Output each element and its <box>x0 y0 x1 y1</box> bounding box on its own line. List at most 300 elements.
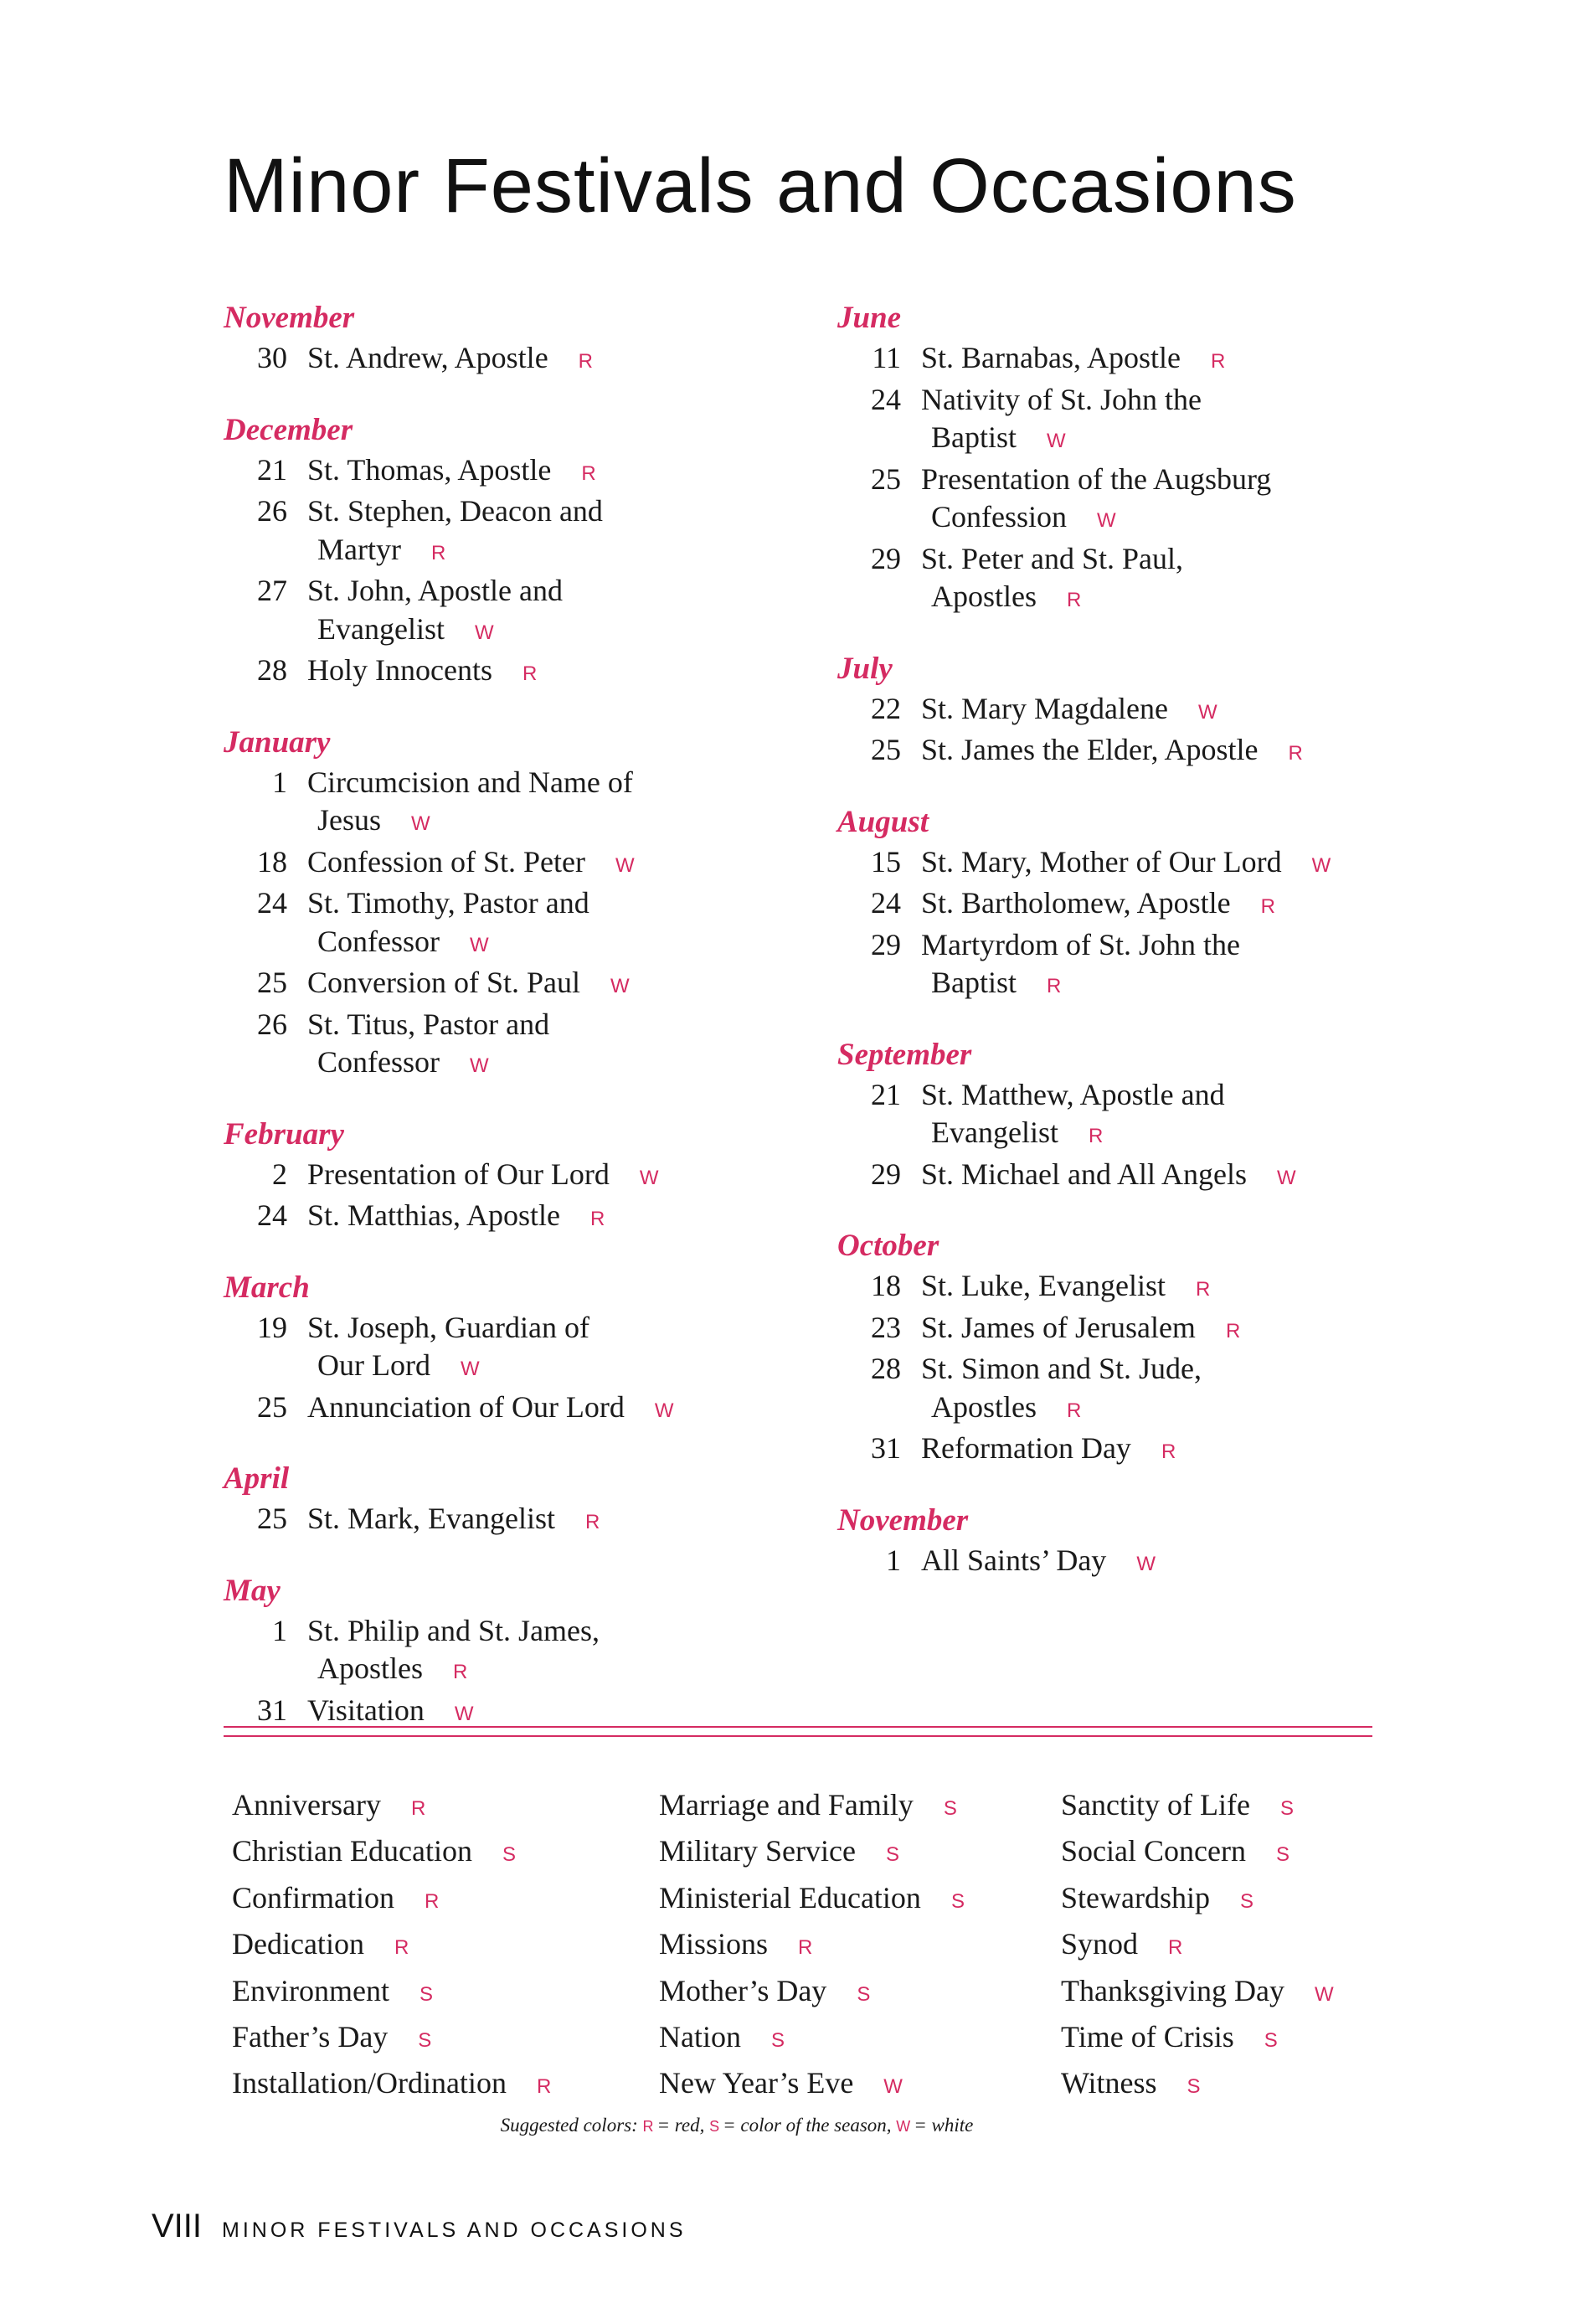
liturgical-color-code: S <box>950 1889 965 1913</box>
occasion-item <box>659 2062 965 2108</box>
liturgical-color-code: S <box>857 1982 871 2006</box>
festival-name-line <box>921 1350 1423 1389</box>
liturgical-color-code: W <box>610 975 630 997</box>
festival-name <box>307 572 810 652</box>
festival-name-line <box>921 1542 1423 1584</box>
festival-name <box>921 1430 1423 1471</box>
festival-name-text: St. Mary, Mother of Our Lord <box>921 844 1282 879</box>
occasion-item <box>232 2062 551 2108</box>
month-section <box>837 801 1423 1006</box>
occasion-item <box>232 1830 551 1876</box>
liturgical-color-code: R <box>394 1936 409 1960</box>
festival-name <box>307 1156 810 1198</box>
festival-name-text: St. Luke, Evangelist <box>921 1269 1166 1302</box>
occasion-name: Father’s Day <box>232 2020 389 2054</box>
occasion-item <box>659 1923 965 1969</box>
month-section <box>837 1500 1423 1584</box>
liturgical-color-code: R <box>581 461 596 485</box>
occasions-column <box>1061 1784 1334 2109</box>
liturgical-color-code: R <box>578 350 594 373</box>
festival-name <box>307 652 810 693</box>
month-section <box>224 1458 810 1542</box>
liturgical-color-code: R <box>1288 742 1303 765</box>
festival-name-line <box>307 451 810 493</box>
festival-name-text: St. Matthew, Apostle and <box>921 1077 1225 1111</box>
occasion-item <box>659 1877 965 1923</box>
festival-day: 18 <box>871 1269 901 1302</box>
festival-name-text: St. John, Apostle and <box>307 574 564 607</box>
festival-entry <box>837 731 1423 773</box>
liturgical-color-code: W <box>1097 509 1116 532</box>
liturgical-color-code: R <box>1225 1319 1241 1342</box>
occasion-name: Confirmation <box>232 1880 394 1914</box>
festival-entry <box>224 492 810 572</box>
liturgical-color-code: S <box>770 2029 785 2053</box>
occasion-item <box>659 1784 965 1830</box>
month-heading: September <box>837 1037 972 1072</box>
month-section <box>224 410 810 693</box>
liturgical-color-code: R <box>590 1208 605 1230</box>
festival-name-line <box>307 1650 810 1692</box>
liturgical-color-code: R <box>1067 1399 1082 1422</box>
festival-name-text: Reformation Day <box>921 1431 1131 1465</box>
festival-name-text: St. Bartholomew, Apostle <box>921 886 1231 920</box>
festival-name-line <box>921 419 1423 461</box>
festival-day: 22 <box>871 691 901 725</box>
page-title: Minor Festivals and Occasions <box>224 143 1297 229</box>
festival-name <box>921 1350 1423 1430</box>
festival-day: 31 <box>871 1431 901 1465</box>
festival-name-line <box>307 492 810 531</box>
liturgical-color-code: W <box>454 1702 474 1725</box>
festival-entry <box>224 1612 810 1692</box>
festival-day: 15 <box>871 844 901 879</box>
festival-name-line <box>307 1500 810 1542</box>
occasion-item <box>1061 1784 1334 1830</box>
month-section <box>224 1570 810 1734</box>
month-heading: February <box>224 1116 344 1152</box>
festival-name <box>921 843 1423 885</box>
festival-name <box>307 451 810 493</box>
festivals-column-left <box>224 297 810 1761</box>
festival-name <box>921 1267 1423 1309</box>
occasion-item <box>232 1923 551 1969</box>
festival-name-line <box>307 1389 810 1430</box>
festival-name <box>307 884 810 964</box>
festival-entry <box>837 1156 1423 1198</box>
festival-name-line <box>307 1006 810 1044</box>
festival-entry <box>224 1197 810 1239</box>
occasion-item <box>1061 2062 1334 2108</box>
month-heading: November <box>837 1502 969 1538</box>
festival-name-line <box>921 1267 1423 1309</box>
liturgical-color-code: W <box>411 812 430 835</box>
festival-name-text: Presentation of the Augsburg <box>921 461 1272 496</box>
festival-day: 24 <box>257 886 287 920</box>
festivals-column-right <box>837 297 1423 1611</box>
liturgical-color-code: W <box>460 1358 480 1380</box>
liturgical-color-code: R <box>1195 1278 1211 1301</box>
occasion-name: Installation/Ordination <box>232 2066 507 2100</box>
liturgical-color-code: W <box>1197 700 1217 724</box>
festival-day: 25 <box>257 966 287 999</box>
festival-entry <box>224 1006 810 1085</box>
festival-name-text: Apostles <box>317 1652 423 1685</box>
festival-name-text: Jesus <box>317 803 382 837</box>
liturgical-color-code: W <box>615 853 635 877</box>
festival-name-line <box>921 884 1423 926</box>
festival-name-text: Confession of St. Peter <box>307 844 585 879</box>
festival-name-text: St. Simon and St. Jude, <box>921 1352 1202 1385</box>
month-section <box>837 648 1423 773</box>
festival-name-text: Holy Innocents <box>307 653 492 687</box>
festival-entry <box>837 884 1423 926</box>
festival-day: 19 <box>257 1310 287 1344</box>
festival-day: 1 <box>272 1613 287 1647</box>
festival-name-line <box>307 339 810 381</box>
festival-entry <box>837 1542 1423 1584</box>
festival-entry <box>837 1309 1423 1351</box>
festival-entry <box>837 1430 1423 1471</box>
festival-day: 23 <box>871 1310 901 1344</box>
festival-day: 24 <box>257 1198 287 1232</box>
liturgical-color-code: R <box>522 662 538 685</box>
festival-day: 29 <box>871 541 901 575</box>
festival-name-text: Nativity of St. John the <box>921 382 1202 416</box>
liturgical-color-code: R <box>1260 895 1275 918</box>
legend-code: S <box>709 2118 720 2135</box>
liturgical-color-code: S <box>1187 2075 1201 2099</box>
legend-text: = red, <box>656 2115 705 2136</box>
festival-name-text: Annunciation of Our Lord <box>307 1389 625 1424</box>
festival-day: 18 <box>257 844 287 879</box>
festival-day: 2 <box>272 1157 287 1191</box>
occasion-item <box>1061 1830 1334 1876</box>
festival-day: 29 <box>871 927 901 961</box>
festival-name <box>921 461 1423 540</box>
festival-name-text: Confessor <box>317 924 440 958</box>
festival-day: 25 <box>871 733 901 766</box>
festival-name-text: St. Peter and St. Paul, <box>921 541 1183 575</box>
month-heading: March <box>224 1270 310 1305</box>
festival-entry <box>837 1267 1423 1309</box>
festival-name-line <box>921 461 1423 499</box>
festival-entry <box>837 461 1423 540</box>
month-heading: October <box>837 1229 939 1263</box>
liturgical-color-code: S <box>1239 1889 1253 1913</box>
occasion-name: Military Service <box>659 1834 856 1868</box>
occasion-item <box>232 1970 551 2016</box>
festival-name-text: St. Stephen, Deacon and <box>307 494 603 528</box>
occasion-item <box>1061 1877 1334 1923</box>
liturgical-color-code: R <box>430 541 446 564</box>
festival-name-text: Circumcision and Name of <box>307 765 633 799</box>
liturgical-color-code: S <box>885 1843 899 1867</box>
liturgical-color-code: S <box>1275 1843 1289 1867</box>
occasion-name: Sanctity of Life <box>1061 1788 1250 1822</box>
festival-name-line <box>307 611 810 652</box>
festival-day: 30 <box>257 341 287 374</box>
month-heading: August <box>837 804 929 839</box>
festival-name-line <box>307 964 810 1006</box>
festival-name-line <box>921 1156 1423 1198</box>
festival-name-line <box>921 1309 1423 1351</box>
month-section <box>837 1034 1423 1198</box>
festival-entry <box>224 843 810 885</box>
festival-entry <box>837 1350 1423 1430</box>
festival-name <box>307 843 810 885</box>
festival-entry <box>224 1156 810 1198</box>
festival-name <box>921 540 1423 620</box>
festival-name <box>921 1156 1423 1198</box>
occasion-name: Anniversary <box>232 1788 381 1822</box>
festival-name-text: St. Titus, Pastor and <box>307 1007 550 1041</box>
festival-day: 1 <box>272 765 287 799</box>
festival-name-text: St. James the Elder, Apostle <box>921 733 1259 766</box>
festival-day: 28 <box>871 1352 901 1385</box>
festival-name-text: Our Lord <box>317 1348 430 1382</box>
festival-day: 28 <box>257 653 287 687</box>
festival-name-text: St. Timothy, Pastor and <box>307 886 589 920</box>
liturgical-color-code: R <box>584 1511 600 1533</box>
festival-name-text: St. Philip and St. James, <box>307 1613 600 1647</box>
festival-name-text: Confessor <box>317 1045 440 1079</box>
page-footer <box>152 2208 687 2245</box>
festival-name-text: Confession <box>931 500 1067 533</box>
month-heading: May <box>224 1573 281 1608</box>
festival-name-text: Apostles <box>931 1389 1037 1424</box>
occasion-name: Synod <box>1061 1927 1139 1961</box>
month-heading: November <box>224 301 355 335</box>
festival-day: 21 <box>257 452 287 487</box>
month-section <box>224 297 810 381</box>
liturgical-color-code: R <box>1210 350 1226 373</box>
festival-name <box>921 1542 1423 1584</box>
month-heading: January <box>224 724 331 760</box>
divider-line-bottom <box>224 1735 1372 1737</box>
festival-day: 1 <box>886 1543 901 1577</box>
festival-name-text: St. Matthias, Apostle <box>307 1198 561 1232</box>
occasion-name: Christian Education <box>232 1834 472 1868</box>
festival-name <box>921 339 1423 381</box>
festival-name <box>921 926 1423 1006</box>
festival-name-text: Evangelist <box>931 1116 1058 1149</box>
month-heading: June <box>837 301 902 335</box>
festival-name-line <box>921 843 1423 885</box>
festival-name-line <box>921 964 1423 1006</box>
occasion-item <box>659 1830 965 1876</box>
festival-day: 25 <box>871 461 901 496</box>
month-heading: December <box>224 412 353 447</box>
festival-day: 25 <box>257 1502 287 1535</box>
liturgical-color-code: R <box>424 1889 440 1913</box>
occasion-item <box>1061 2016 1334 2062</box>
liturgical-color-code: R <box>453 1661 468 1683</box>
festival-entry <box>224 964 810 1006</box>
liturgical-color-code: W <box>639 1166 659 1189</box>
festival-entry <box>224 652 810 693</box>
occasion-name: New Year’s Eve <box>659 2066 854 2100</box>
festival-name-line <box>307 1197 810 1239</box>
festival-day: 26 <box>257 494 287 528</box>
liturgical-color-code: S <box>502 1843 516 1867</box>
liturgical-color-code: W <box>1276 1166 1296 1189</box>
festival-name-line <box>307 1156 810 1198</box>
occasion-item <box>659 1970 965 2016</box>
festival-name-line <box>921 498 1423 540</box>
festival-name <box>921 690 1423 732</box>
festival-entry <box>224 572 810 652</box>
festival-name-line <box>921 578 1423 620</box>
occasion-item <box>232 1877 551 1923</box>
liturgical-color-code: W <box>470 1054 489 1077</box>
festival-name-text: St. Andrew, Apostle <box>307 341 548 374</box>
festival-name <box>921 1076 1423 1156</box>
festival-day: 24 <box>871 382 901 416</box>
festival-name-line <box>307 1612 810 1651</box>
occasion-item <box>1061 1970 1334 2016</box>
festival-name-line <box>307 884 810 923</box>
festival-name-text: St. James of Jerusalem <box>921 1310 1196 1344</box>
liturgical-color-code: S <box>418 2029 432 2053</box>
liturgical-color-code: R <box>1067 589 1082 611</box>
festival-name-line <box>307 923 810 965</box>
festival-name <box>307 1612 810 1692</box>
festival-name <box>307 1309 810 1389</box>
month-section <box>224 1267 810 1430</box>
festival-name-text: Conversion of St. Paul <box>307 966 581 999</box>
festival-name-line <box>307 801 810 843</box>
occasion-item <box>1061 1923 1334 1969</box>
festival-name <box>307 964 810 1006</box>
running-title: MINOR FESTIVALS AND OCCASIONS <box>222 2218 687 2242</box>
festival-entry <box>837 926 1423 1006</box>
festival-entry <box>224 451 810 493</box>
color-legend <box>0 2115 1474 2136</box>
festival-name <box>307 1500 810 1542</box>
liturgical-color-code: W <box>1047 430 1066 452</box>
festival-entry <box>224 339 810 381</box>
legend-label: Suggested colors: <box>500 2115 638 2136</box>
festival-day: 24 <box>871 886 901 920</box>
festival-name-line <box>307 1347 810 1389</box>
page-number: VIII <box>152 2208 203 2244</box>
festival-name-text: St. Michael and All Angels <box>921 1157 1247 1191</box>
month-section <box>837 1225 1423 1471</box>
festival-entry <box>837 540 1423 620</box>
festival-day: 29 <box>871 1157 901 1191</box>
festival-name-line <box>307 531 810 573</box>
festival-name <box>921 731 1423 773</box>
festival-name-text: Martyr <box>317 532 401 566</box>
festival-name-text: Martyrdom of St. John the <box>921 927 1240 961</box>
festival-entry <box>224 1500 810 1542</box>
festival-name <box>307 1006 810 1085</box>
festival-name-text: All Saints’ Day <box>921 1543 1107 1577</box>
festival-name-line <box>307 764 810 802</box>
occasion-name: Dedication <box>232 1927 364 1961</box>
legend-code: R <box>642 2118 654 2135</box>
festival-day: 11 <box>872 341 901 374</box>
occasion-name: Missions <box>659 1927 769 1961</box>
festival-name-line <box>921 1076 1423 1115</box>
occasion-item <box>659 2016 965 2062</box>
festival-name-text: Evangelist <box>317 611 445 646</box>
liturgical-color-code: R <box>1047 975 1062 997</box>
festival-day: 21 <box>871 1077 901 1111</box>
occasion-name: Environment <box>232 1973 389 2007</box>
festival-name-line <box>921 926 1423 965</box>
occasions-column <box>659 1784 965 2109</box>
festival-name <box>921 884 1423 926</box>
festival-name <box>307 1197 810 1239</box>
festival-name <box>921 1309 1423 1351</box>
festival-name-line <box>921 1389 1423 1430</box>
liturgical-color-code: S <box>943 1797 957 1820</box>
festival-day: 25 <box>257 1389 287 1424</box>
month-section <box>837 297 1423 620</box>
festival-name-text: St. Mark, Evangelist <box>307 1502 555 1535</box>
festival-name-line <box>307 1043 810 1085</box>
liturgical-color-code: R <box>1088 1125 1104 1147</box>
legend-code: W <box>896 2118 911 2135</box>
festival-entry <box>837 690 1423 732</box>
festival-name-line <box>921 381 1423 420</box>
festival-name-text: St. Mary Magdalene <box>921 691 1168 725</box>
occasion-name: Stewardship <box>1061 1880 1210 1914</box>
occasions-column <box>232 1784 551 2109</box>
liturgical-color-code: R <box>410 1797 426 1820</box>
festival-entry <box>837 381 1423 461</box>
festival-name-text: St. Joseph, Guardian of <box>307 1310 589 1344</box>
festival-name-line <box>921 690 1423 732</box>
festival-name-text: Visitation <box>307 1693 425 1727</box>
festival-name-line <box>921 339 1423 381</box>
occasion-name: Ministerial Education <box>659 1880 921 1914</box>
festival-entry <box>837 339 1423 381</box>
occasion-name: Time of Crisis <box>1061 2020 1234 2054</box>
legend-text: = white <box>914 2115 974 2136</box>
festival-name-text: Baptist <box>931 966 1017 999</box>
liturgical-color-code: W <box>654 1399 674 1422</box>
festival-day: 26 <box>257 1007 287 1041</box>
liturgical-color-code: W <box>474 621 494 644</box>
liturgical-color-code: S <box>419 1982 433 2006</box>
occasion-item <box>232 2016 551 2062</box>
festival-name-line <box>921 1114 1423 1156</box>
festival-name <box>307 339 810 381</box>
festival-entry <box>224 764 810 843</box>
liturgical-color-code: R <box>1168 1936 1183 1960</box>
occasion-name: Witness <box>1061 2066 1157 2100</box>
festival-day: 27 <box>257 574 287 607</box>
liturgical-color-code: W <box>1136 1552 1156 1575</box>
month-heading: April <box>224 1461 290 1496</box>
festival-name-text: St. Thomas, Apostle <box>307 452 552 487</box>
festival-name <box>921 381 1423 461</box>
liturgical-color-code: R <box>1161 1440 1176 1463</box>
liturgical-color-code: W <box>470 933 489 956</box>
festival-name-text: Baptist <box>931 420 1017 454</box>
divider-line-top <box>224 1726 1372 1728</box>
liturgical-color-code: W <box>1314 1982 1334 2006</box>
festival-name <box>307 1389 810 1430</box>
festival-name-line <box>307 652 810 693</box>
occasion-name: Mother’s Day <box>659 1973 827 2007</box>
occasion-name: Nation <box>659 2020 741 2054</box>
festival-name <box>307 764 810 843</box>
liturgical-color-code: W <box>883 2075 903 2099</box>
